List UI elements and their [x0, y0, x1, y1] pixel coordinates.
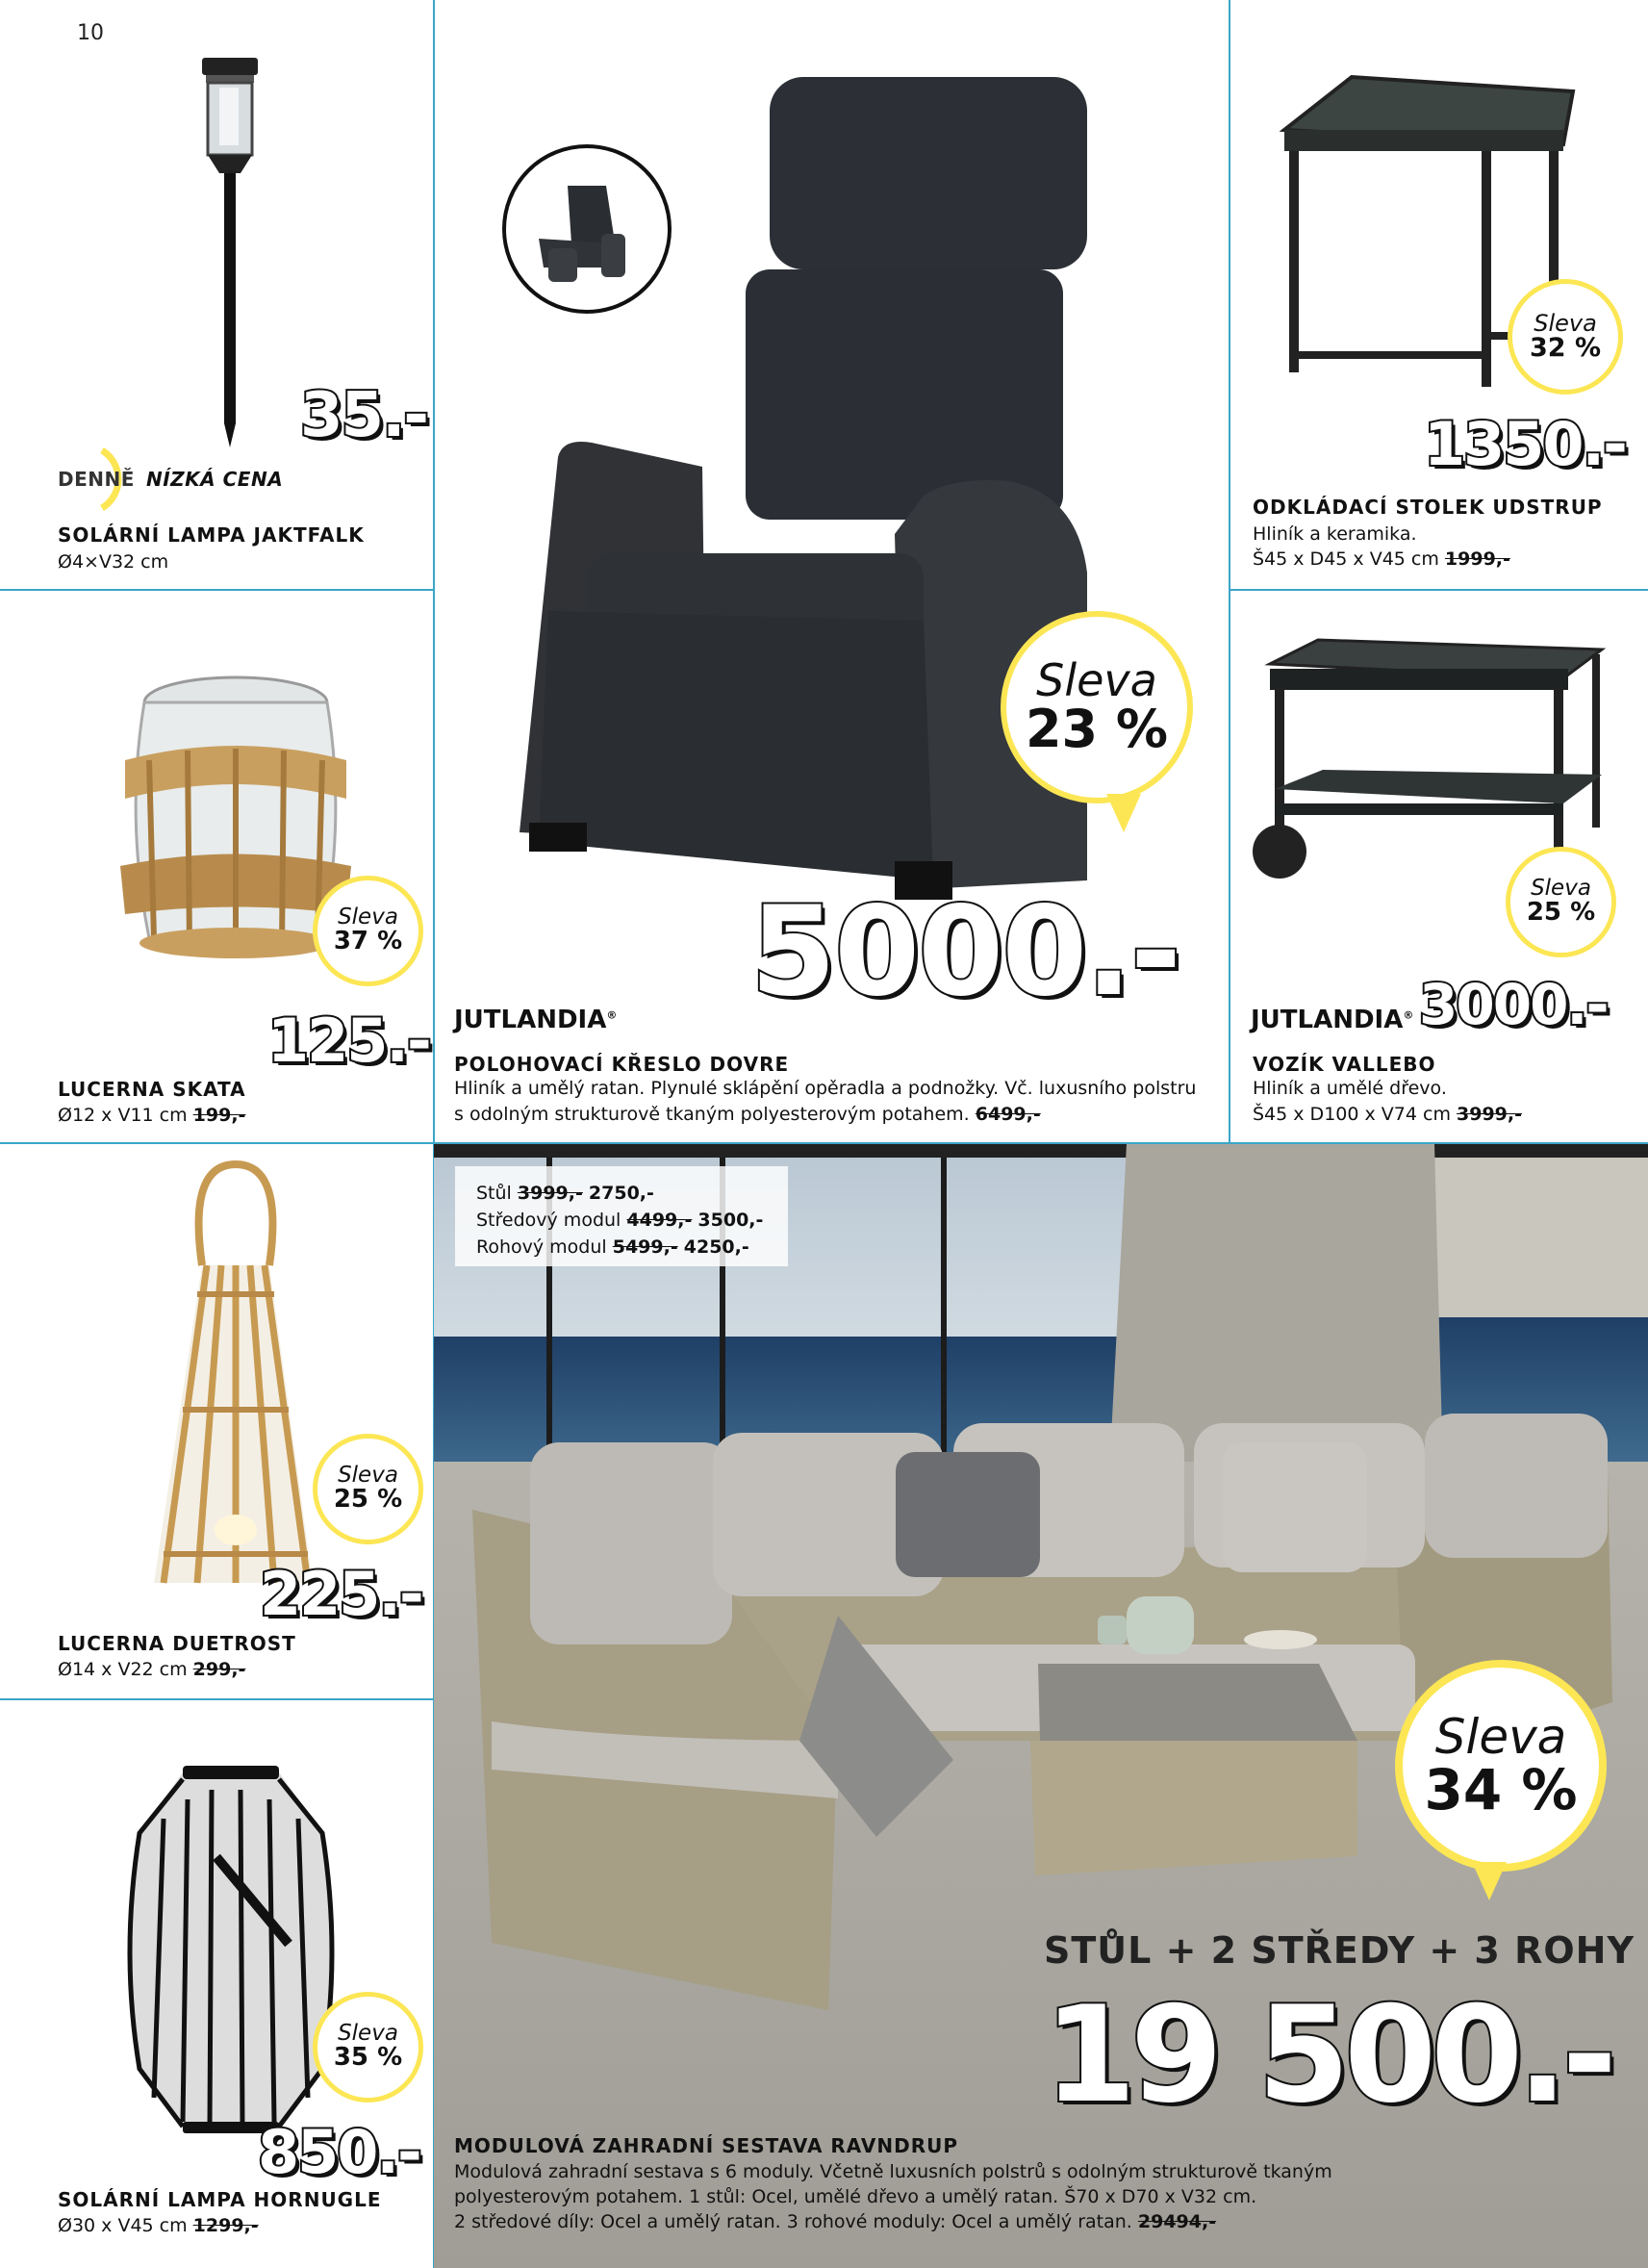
- badge-tail-dovre: [1106, 794, 1141, 832]
- combo-label: STŮL + 2 STŘEDY + 3 ROHY: [1044, 1929, 1635, 1972]
- module-row-stul: Stůl 3999,- 2750,-: [476, 1183, 654, 1204]
- module-price-box: [455, 1166, 788, 1266]
- lantern-hornugle-image: [115, 1761, 346, 2136]
- promo-nizka-cena: NÍZKÁ CENA: [146, 468, 284, 491]
- old-price-duetrost: 299,-: [192, 1659, 246, 1680]
- old-price-ravndrup: 29494,-: [1137, 2211, 1217, 2232]
- product-name-hornugle: SOLÁRNÍ LAMPA HORNUGLE: [58, 2188, 382, 2211]
- old-price-dovre: 6499,-: [975, 1104, 1041, 1125]
- product-name-ravndrup: MODULOVÁ ZAHRADNÍ SESTAVA RAVNDRUP: [454, 2134, 959, 2157]
- product-desc-dovre-2: s odolným strukturově tkaným polyesterovým potahem. 6499,-: [454, 1104, 1041, 1125]
- brand-jutlandia-vallebo: JUTLANDIA®: [1251, 1006, 1414, 1034]
- product-dims-jaktfalk: Ø4×V32 cm: [58, 551, 169, 573]
- price-dovre: 5000.-: [750, 880, 1179, 1024]
- module-row-roh: Rohový modul 5499,- 4250,-: [476, 1236, 749, 1258]
- recliner-dovre-image: [500, 72, 1097, 909]
- price-hornugle: 850.-: [258, 2117, 420, 2187]
- product-name-jaktfalk: SOLÁRNÍ LAMPA JAKTFALK: [58, 523, 365, 547]
- old-price-skata: 199,-: [192, 1105, 246, 1126]
- grid-hline-2: [0, 1142, 434, 1144]
- discount-badge-hornugle: Sleva 35 %: [313, 1992, 423, 2102]
- discount-badge-duetrost: Sleva 25 %: [313, 1434, 423, 1544]
- product-dims-duetrost: Ø14 x V22 cm 299,-: [58, 1659, 246, 1680]
- grid-hline-1r: [1229, 589, 1648, 591]
- product-desc-udstrup-2: Š45 x D45 x V45 cm 1999,-: [1253, 548, 1510, 570]
- brand-jutlandia-dovre: JUTLANDIA®: [454, 1006, 618, 1034]
- discount-badge-dovre: Sleva 23 %: [1001, 611, 1193, 803]
- product-desc-dovre-1: Hliník a umělý ratan. Plynulé sklápění opěradla a podnožky. Vč. luxusního polstru: [454, 1078, 1197, 1099]
- lantern-duetrost-image: [149, 1159, 322, 1593]
- price-vallebo: 3000.-: [1419, 972, 1608, 1037]
- product-name-udstrup: ODKLÁDACÍ STOLEK UDSTRUP: [1253, 496, 1603, 519]
- price-solar-jaktfalk: 35.-: [300, 380, 427, 451]
- discount-badge-ravndrup: Sleva 34 %: [1395, 1660, 1607, 1872]
- discount-badge-vallebo: Sleva 25 %: [1506, 847, 1616, 957]
- product-desc-ravndrup-1: Modulová zahradní sestava s 6 moduly. Včetně luxusních polstrů s odolným strukturově tkaným: [454, 2161, 1332, 2182]
- product-name-vallebo: VOZÍK VALLEBO: [1253, 1053, 1436, 1076]
- product-dims-hornugle: Ø30 x V45 cm 1299,-: [58, 2215, 259, 2236]
- price-duetrost: 225.-: [260, 1559, 422, 1629]
- product-desc-ravndrup-2: polyesterovým potahem. 1 stůl: Ocel, umělé dřevo a umělý ratan. Š70 x D70 x V32 cm.: [454, 2186, 1257, 2207]
- old-price-vallebo: 3999,-: [1457, 1104, 1522, 1125]
- product-name-skata: LUCERNA SKATA: [58, 1078, 246, 1101]
- page-number: 10: [77, 21, 104, 45]
- discount-badge-udstrup: Sleva 32 %: [1508, 279, 1623, 395]
- grid-vline-right: [1229, 0, 1230, 1142]
- product-desc-udstrup-1: Hliník a keramika.: [1253, 523, 1417, 545]
- product-name-dovre: POLOHOVACÍ KŘESLO DOVRE: [454, 1053, 790, 1076]
- promo-denne: DENNĚ: [58, 468, 135, 491]
- old-price-hornugle: 1299,-: [192, 2215, 259, 2236]
- product-dims-skata: Ø12 x V11 cm 199,-: [58, 1105, 246, 1126]
- discount-badge-skata: Sleva 37 %: [313, 876, 423, 986]
- product-desc-vallebo-1: Hliník a umělé dřevo.: [1253, 1078, 1447, 1099]
- grid-hline-1: [0, 589, 434, 591]
- price-udstrup: 1350.-: [1424, 409, 1626, 479]
- grid-hline-3: [0, 1698, 434, 1700]
- module-row-stred: Středový modul 4499,- 3500,-: [476, 1210, 764, 1231]
- solar-lamp-image: [192, 53, 269, 457]
- old-price-udstrup: 1999,-: [1444, 548, 1510, 570]
- product-desc-ravndrup-3: 2 středové díly: Ocel a umělý ratan. 3 rohové moduly: Ocel a umělý ratan. 29494,-: [454, 2211, 1217, 2232]
- price-skata: 125.-: [267, 1006, 430, 1076]
- price-ravndrup: 19 500.-: [1044, 1977, 1611, 2132]
- product-desc-vallebo-2: Š45 x D100 x V74 cm 3999,-: [1253, 1104, 1522, 1125]
- product-name-duetrost: LUCERNA DUETROST: [58, 1632, 296, 1655]
- badge-tail-ravndrup: [1472, 1862, 1507, 1900]
